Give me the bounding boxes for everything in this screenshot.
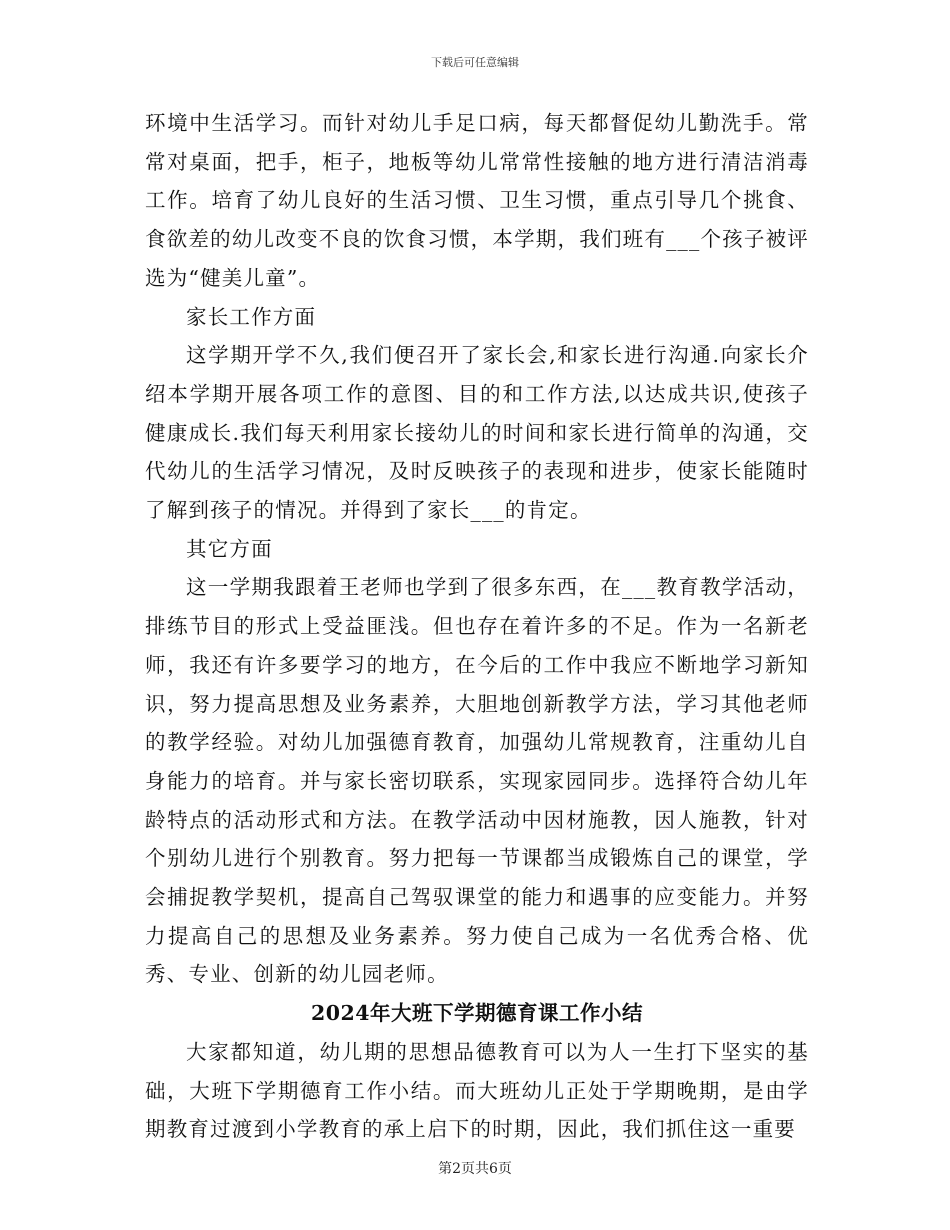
page-number: 第2页共6页 xyxy=(438,1161,512,1177)
paragraph-hygiene: 环境中生活学习。而针对幼儿手足口病，每天都督促幼儿勤洗手。常常对桌面，把手，柜子，地板等幼儿常常性接触的地方进行清洁消毒工作。培育了幼儿良好的生活习惯、卫生习惯，重点引导几个挑食、食欲差的幼儿改变不良的饮食习惯，本学期，我们班有___个孩子被评选为“健美儿童”。 xyxy=(145,111,809,290)
paragraph-other-aspects: 这一学期我跟着王老师也学到了很多东西，在___教育教学活动，排练节目的形式上受益匪浅。但也存在着许多的不足。作为一名新老师，我还有许多要学习的地方，在今后的工作中我应不断地学习新知识，努力提高思想及业务素养，大胆地创新教学方法，学习其他老师的教学经验。对幼儿加强德育教育，加强幼儿常规教育，注重幼儿自身能力的培育。并与家长密切联系，实现家园同步。选择符合幼儿年龄特点的活动形式和方法。在教学活动中因材施教，因人施教，针对个别幼儿进行个别教育。努力把每一节课都当成锻炼自己的课堂，学会捕捉教学契机，提高自己驾驭课堂的能力和遇事的应变能力。并努力提高自己的思想及业务素养。努力使自己成为一名优秀合格、优秀、专业、创新的幼儿园老师。 xyxy=(145,575,809,987)
paragraph-parents-work: 这学期开学不久,我们便召开了家长会,和家长进行沟通.向家长介绍本学期开展各项工作的意图、目的和工作方法,以达成共识,使孩子健康成长.我们每天利用家长接幼儿的时间和家长进行简单的沟通，交代幼儿的生活学习情况，及时反映孩子的表现和进步，使家长能随时了解到孩子的情况。并得到了家长___的肯定。 xyxy=(145,343,809,523)
page-header: 下载后可任意编辑 xyxy=(431,56,519,69)
heading-parents-work: 家长工作方面 xyxy=(186,304,317,329)
document-body xyxy=(145,104,809,1149)
section-title: 2024年大班下学期德育课工作小结 xyxy=(310,1001,644,1026)
heading-other-aspects: 其它方面 xyxy=(186,536,273,561)
paragraph-moral-education: 大家都知道，幼儿期的思想品德教育可以为人一生打下坚实的基础，大班下学期德育工作小结。而大班幼儿正处于学期晚期，是由学期教育过渡到小学教育的承上启下的时期，因此，我们抓住这一重要 xyxy=(145,1039,809,1142)
